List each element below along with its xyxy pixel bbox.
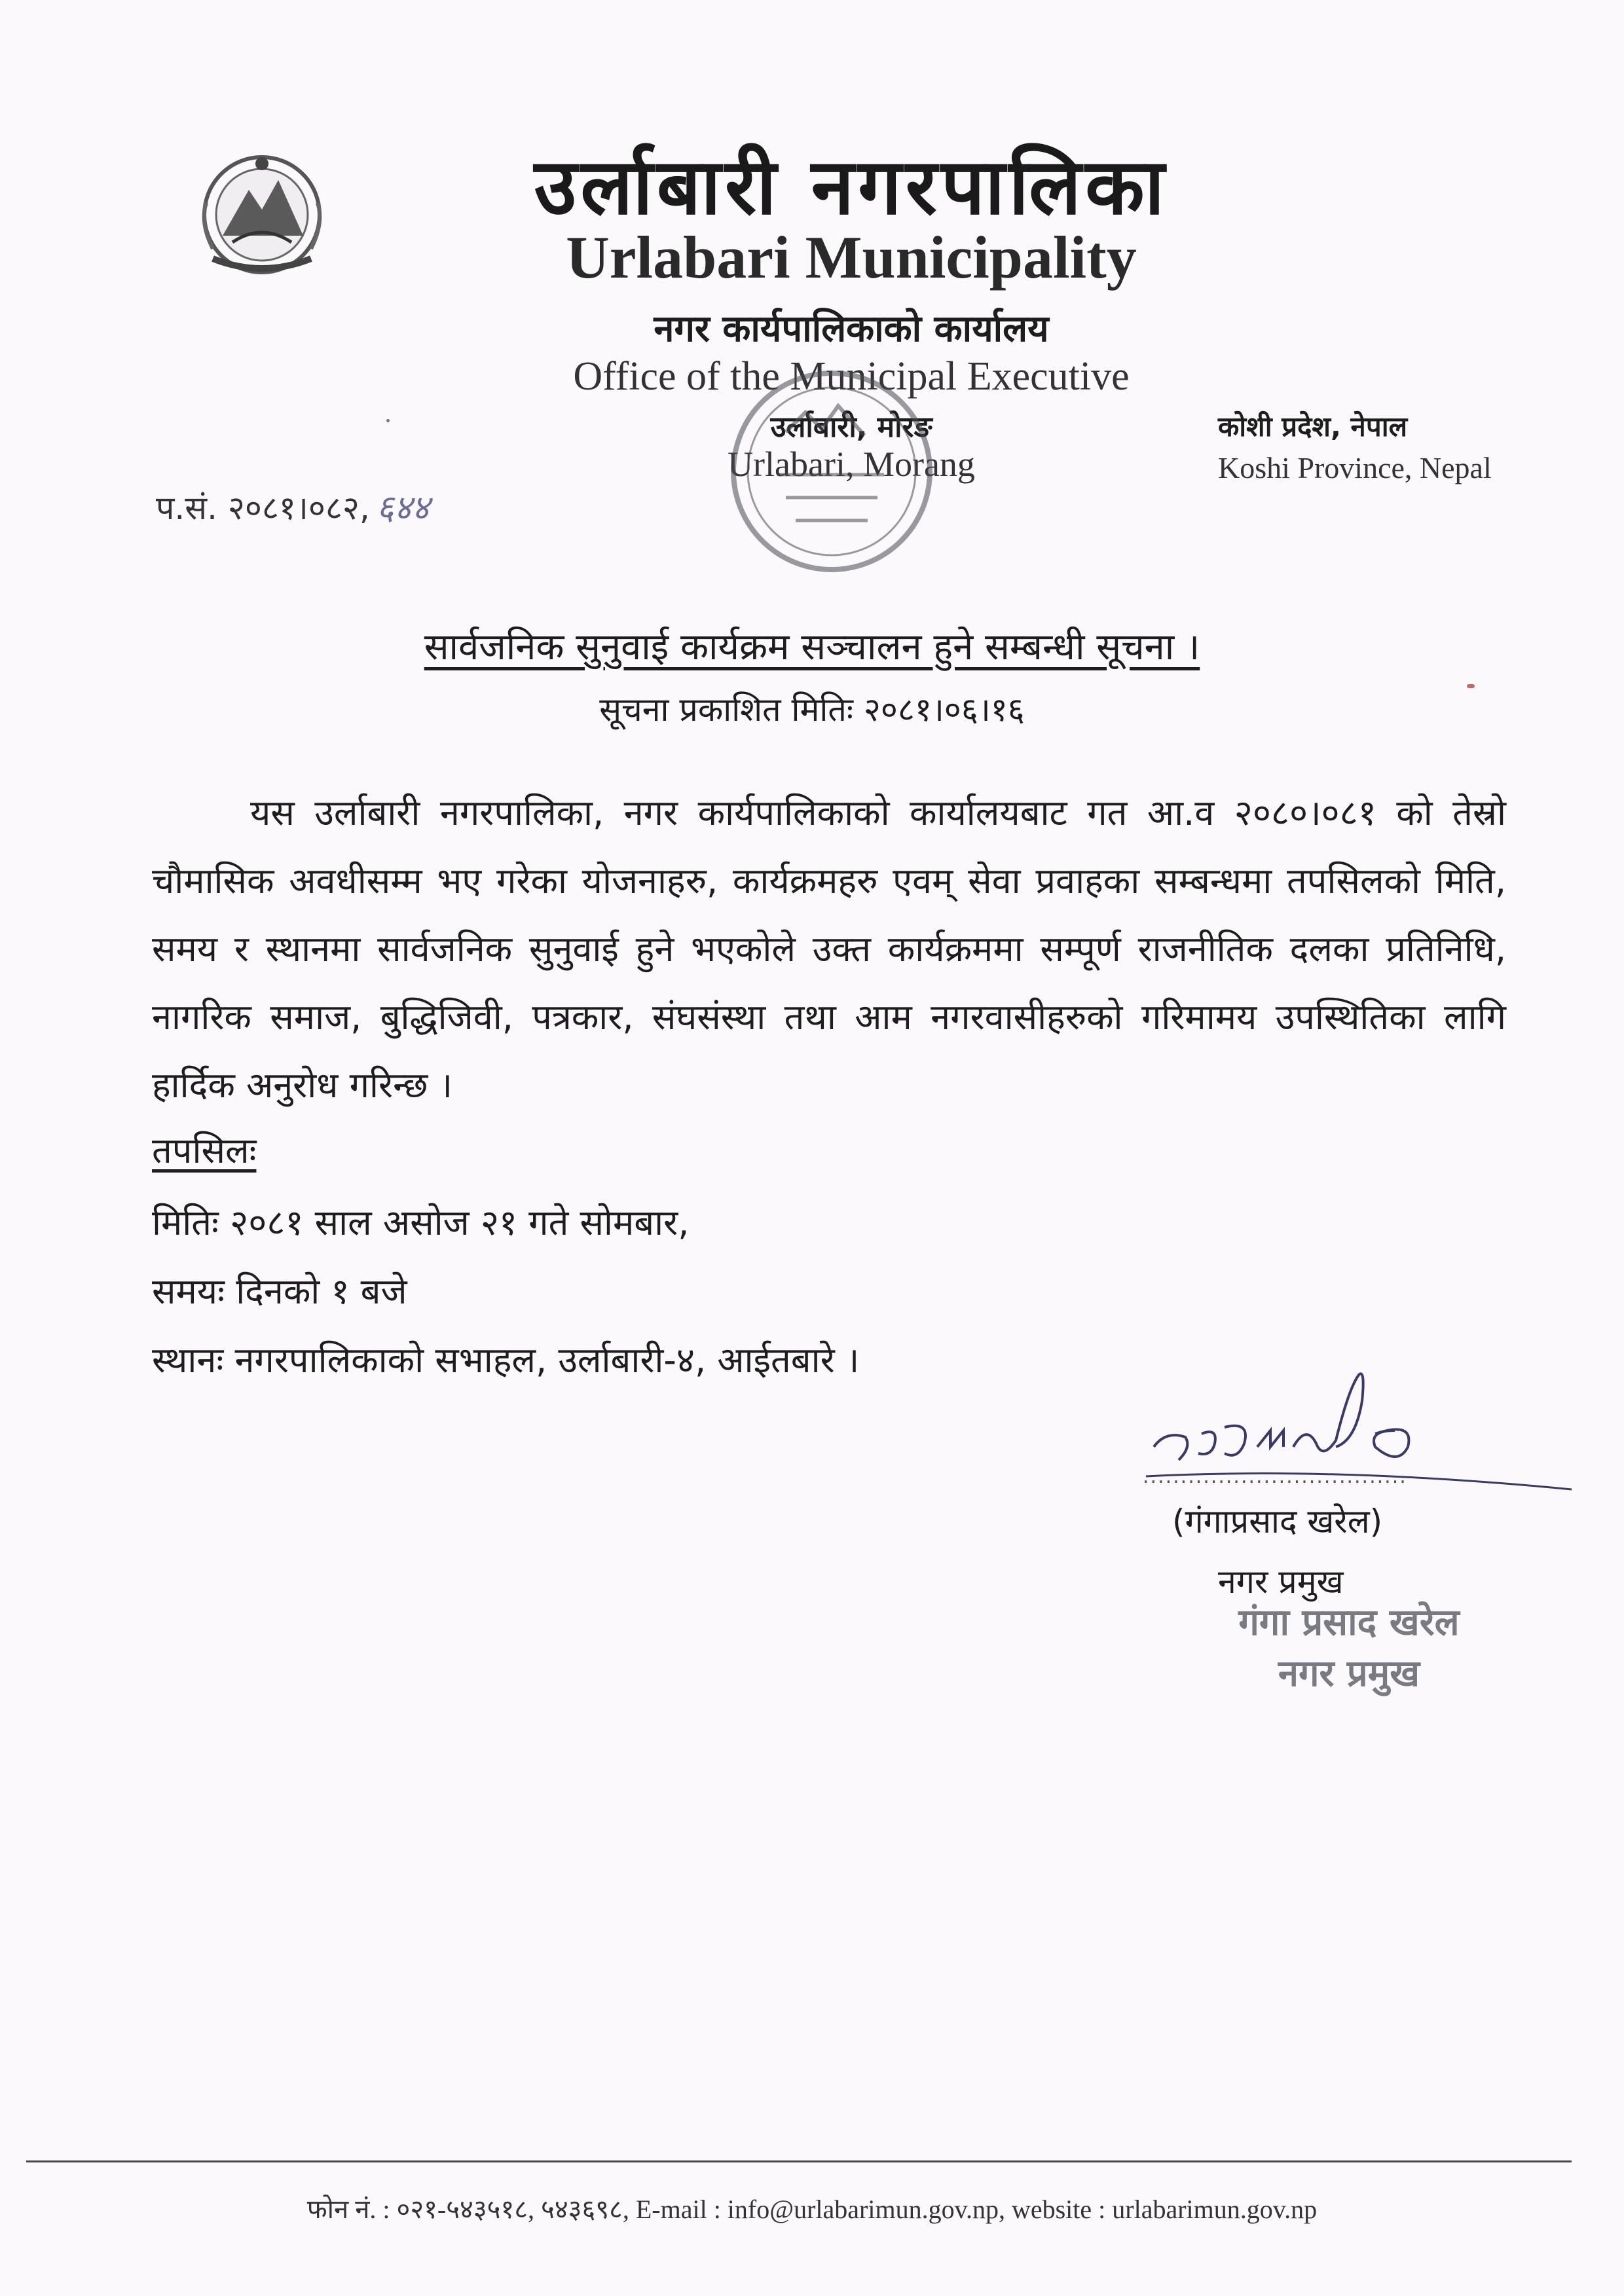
details-date: मितिः २०८१ साल असोज २१ गते सोमबार, (152, 1202, 690, 1243)
office-name-nepali: नगर कार्यपालिकाको कार्यालय (654, 308, 1049, 350)
reference-label: प.सं. २०८१।०८२, (156, 489, 370, 527)
municipality-name-english: Urlabari Municipality (566, 224, 1137, 291)
footer-contact: फोन नं. : ०२१-५४३५१८, ५४३६९८, E-mail : info@urlabarimun.gov.np, website : urlabarimun.gov.np (306, 2195, 1318, 2224)
signatory-title: नगर प्रमुख (1218, 1563, 1344, 1601)
municipality-name-nepali: उर्लाबारी नगरपालिका (534, 141, 1169, 232)
province-english: Koshi Province, Nepal (1218, 451, 1492, 484)
signature-line: ................................... (1143, 1465, 1407, 1488)
details-heading: तपसिलः (152, 1130, 257, 1171)
signatory-name: (गंगाप्रसाद खरेल) (1172, 1503, 1383, 1540)
reference-number (156, 483, 430, 530)
notice-body: यस उर्लाबारी नगरपालिका, नगर कार्यपालिकाको कार्यालयबाट गत आ.व २०८०।०८१ को तेस्रो चौमासिक अवधीसम्म भए गरेका योजनाहरु, कार्यक्रमहरु एवम् सेवा प्रवाहका सम्बन्धमा तपसिलको मिति, समय र स्थानमा सार्वजनिक सुनुवाई हुने भएकोले उक्त कार्यक्रममा सम्पूर्ण राजनीतिक दलका प्रतिनिधि, नागरिक समाज, बुद्धिजिवी, पत्रकार, संघसंस्था तथा आम नगरवासीहरुको गरिमामय उपस्थितिका लागि हार्दिक अनुरोध गरिन्छ । (152, 792, 1506, 1106)
location-english: Urlabari, Morang (728, 445, 975, 484)
reference-handwritten-number: ६४४ (376, 488, 430, 528)
notice-subject: सार्वजनिक सुनुवाई कार्यक्रम सञ्चालन हुने सम्बन्धी सूचना । (424, 626, 1200, 668)
mayor-stamp-title: नगर प्रमुख (1278, 1652, 1420, 1695)
speck (386, 419, 390, 422)
footer-divider (26, 2160, 1572, 2162)
location-nepali: उर्लाबारी, मोरङ (770, 410, 932, 444)
mayor-stamp (1198, 1597, 1500, 1700)
mayor-stamp-name: गंगा प्रसाद खरेल (1238, 1601, 1460, 1644)
details-time: समयः दिनको १ बजे (152, 1271, 407, 1312)
province-nepali: कोशी प्रदेश, नेपाल (1218, 410, 1408, 443)
office-name-english: Office of the Municipal Executive (573, 354, 1130, 399)
published-date: सूचना प्रकाशित मितिः २०८१।०६।१६ (599, 691, 1025, 729)
office-stamp (707, 354, 956, 589)
details-place: स्थानः नगरपालिकाको सभाहल, उर्लाबारी-४, आईतबारे । (152, 1339, 860, 1381)
